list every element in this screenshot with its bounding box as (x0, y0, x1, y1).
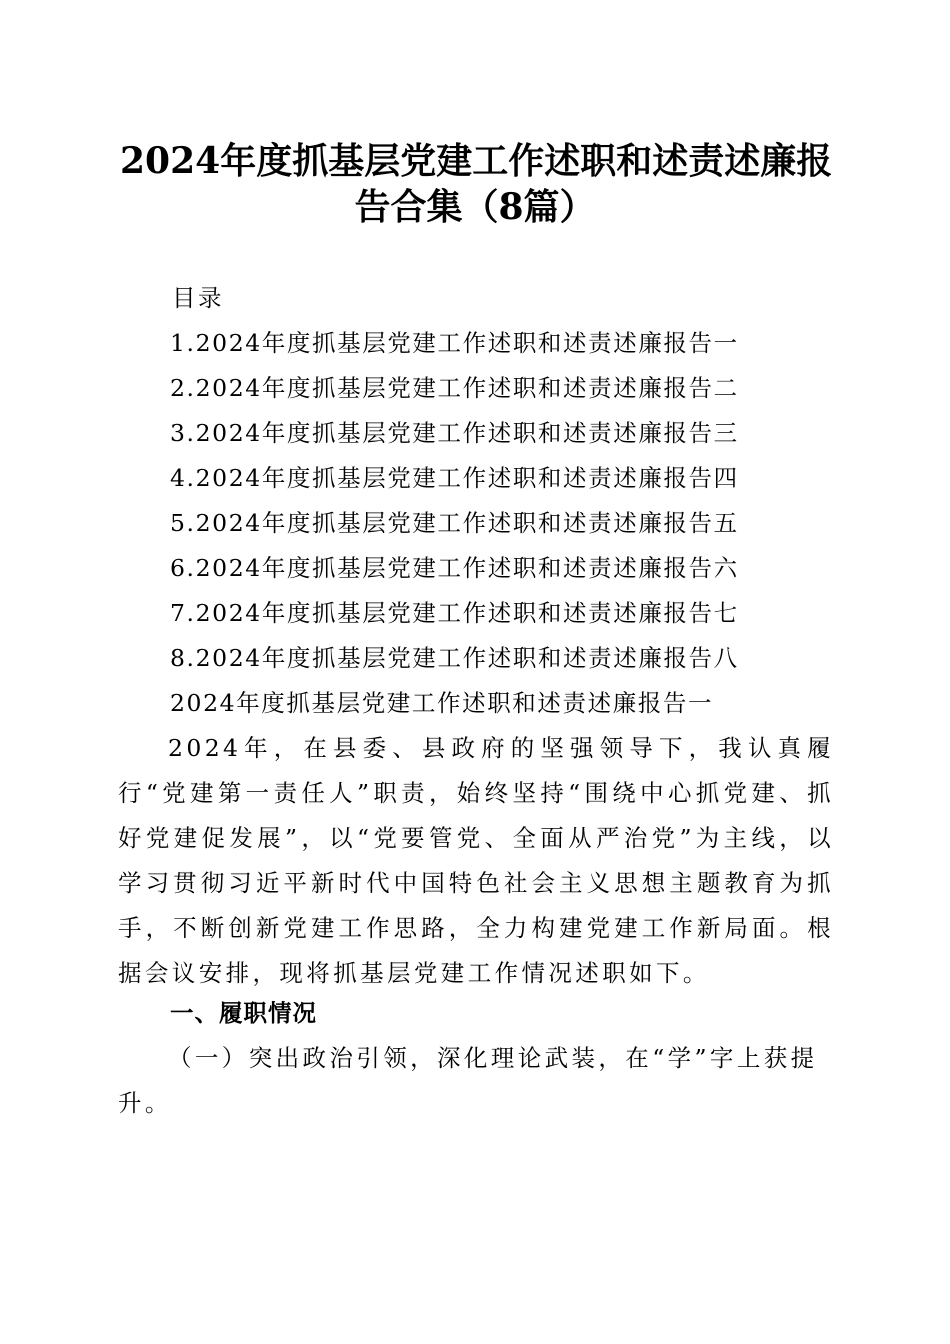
toc-item[interactable]: 5.2024年度抓基层党建工作述职和述责述廉报告五 (170, 509, 739, 537)
subheading-paragraph: （一）突出政治引领，深化理论武装，在“学”字上获提升。 (118, 1044, 818, 1117)
toc-heading: 目录 (172, 284, 224, 312)
title-line-1: 2024年度抓基层党建工作述职和述责述廉报 (120, 140, 833, 182)
title-line-2: 告合集（8篇） (354, 186, 596, 228)
toc-item[interactable]: 7.2024年度抓基层党建工作述职和述责述廉报告七 (170, 599, 739, 627)
document-title (120, 138, 833, 230)
toc-item[interactable]: 6.2024年度抓基层党建工作述职和述责述廉报告六 (170, 554, 739, 582)
intro-paragraph: 2024年，在县委、县政府的坚强领导下，我认真履行“党建第一责任人”职责，始终坚持“围绕中心抓党建、抓好党建促发展”，以“党要管党、全面从严治党”为主线，以学习贯彻习近平新时代中国特色社会主义思想主题教育为抓手，不断创新党建工作思路，全力构建党建工作新局面。根据会议安排，现将抓基层党建工作情况述职如下。 (118, 734, 834, 987)
toc-item[interactable]: 3.2024年度抓基层党建工作述职和述责述廉报告三 (170, 419, 739, 447)
toc-item[interactable]: 1.2024年度抓基层党建工作述职和述责述廉报告一 (170, 329, 739, 357)
table-of-contents (170, 321, 739, 681)
section-title: 2024年度抓基层党建工作述职和述责述廉报告一 (170, 689, 714, 717)
toc-item[interactable]: 2.2024年度抓基层党建工作述职和述责述廉报告二 (170, 374, 739, 402)
toc-item[interactable]: 8.2024年度抓基层党建工作述职和述责述廉报告八 (170, 644, 739, 672)
heading-performance: 一、履职情况 (170, 999, 317, 1027)
toc-item[interactable]: 4.2024年度抓基层党建工作述职和述责述廉报告四 (170, 464, 739, 492)
